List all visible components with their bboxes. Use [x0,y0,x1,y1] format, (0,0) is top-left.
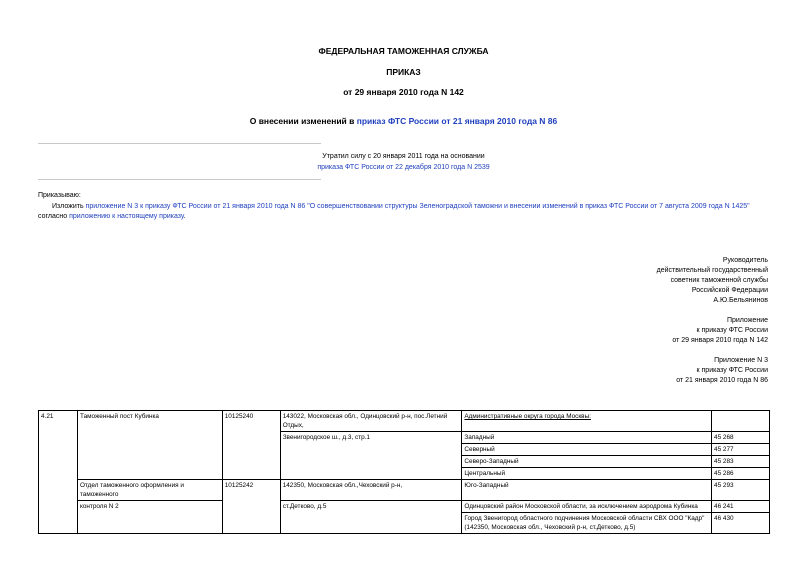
okato-code: 45 293 [712,480,770,501]
signature-line-5: А.Ю.Бельянинов [713,297,768,304]
signature-line-2: действительный государственный [656,267,768,274]
area-name: Юго-Западный [462,480,712,501]
post-name: Таможенный пост Кубинка [77,411,222,480]
appendix-heading [672,316,768,346]
document-date-number: от 29 января 2010 года N 142 [343,87,464,97]
paragraph-start: Изложить [52,203,86,210]
title-link[interactable]: приказ ФТС России от 21 января 2010 года N 86 [356,116,558,126]
area-name: Северо-Западный [462,456,712,468]
signature-line-3: советник таможенной службы [670,277,768,284]
signature-line-1: Руководитель [722,257,768,264]
document-type: ПРИКАЗ [386,67,421,77]
status-repeal-link[interactable]: приказа ФТС России от 22 декабря 2010 года N 2539 [317,164,490,171]
okato-code: 45 268 [712,432,770,444]
area-name: Западный [462,432,712,444]
table-row [39,411,770,432]
signature-line-4: Российской Федерации [691,287,768,294]
appendix-link[interactable]: приложению к настоящему приказу [69,213,184,220]
appendix3-link[interactable]: приложение N 3 к приказу ФТС России от 21 января 2010 года N 86 "О совершенствовании структуры Зеленоградской таможни и внесении изменений в приказ ФТС России от 7 августа 2009 года N 1425" [85,203,750,210]
appendix-line-1: Приложение [726,317,768,324]
table-row [39,480,770,501]
area-name: Город Звенигород областного подчинения Московской области СВХ ООО "Кадр" (142350, Московская обл., Чеховский р-н, ст.Детково, д.5) [462,513,712,534]
title-prefix: О внесении изменений в [249,116,357,126]
appendix-line-3: от 29 января 2010 года N 142 [672,337,768,344]
post-address: 143022, Московская обл., Одинцовский р-н, пос.Летний Отдых, [280,411,462,432]
post-address: Звенигородское ш., д.3, стр.1 [280,432,462,480]
post-address: ст.Детково, д.5 [280,501,462,534]
divider-top [38,143,321,144]
order-word: Приказываю: [38,192,81,199]
paragraph-mid: согласно [38,213,70,220]
area-header: Административные округа города Москвы: [462,411,712,432]
post-code: 10125242 [222,480,280,534]
post-code: 10125240 [222,411,280,480]
post-name: контроля N 2 [77,501,222,534]
document-title [0,116,807,126]
post-name: Отдел таможенного оформления и таможенного [77,480,222,501]
area-name: Северный [462,444,712,456]
customs-posts-table [38,410,770,534]
order-paragraph [38,202,778,222]
okato-code [712,411,770,432]
appendix3-line-1: Приложение N 3 [714,357,768,364]
okato-code: 45 286 [712,468,770,480]
table-row [39,501,770,513]
appendix3-line-2: к приказу ФТС России [696,367,768,374]
okato-code: 46 241 [712,501,770,513]
okato-code: 45 283 [712,456,770,468]
post-address: 142350, Московская обл.,Чеховский р-н, [280,480,462,501]
okato-code: 45 277 [712,444,770,456]
divider-bottom [38,179,321,180]
paragraph-end: . [183,213,186,220]
signature-block [657,256,768,306]
appendix3-line-3: от 21 января 2010 года N 86 [676,377,768,384]
appendix3-heading [676,356,768,386]
agency-name: ФЕДЕРАЛЬНАЯ ТАМОЖЕННАЯ СЛУЖБА [318,46,489,56]
okato-code: 46 430 [712,513,770,534]
appendix-line-2: к приказу ФТС России [696,327,768,334]
row-number: 4.21 [39,411,78,534]
status-line-1: Утратил силу с 20 января 2011 года на основании [322,153,485,160]
area-name: Центральный [462,468,712,480]
area-name: Одинцовский район Московской области, за исключением аэродрома Кубинка [462,501,712,513]
